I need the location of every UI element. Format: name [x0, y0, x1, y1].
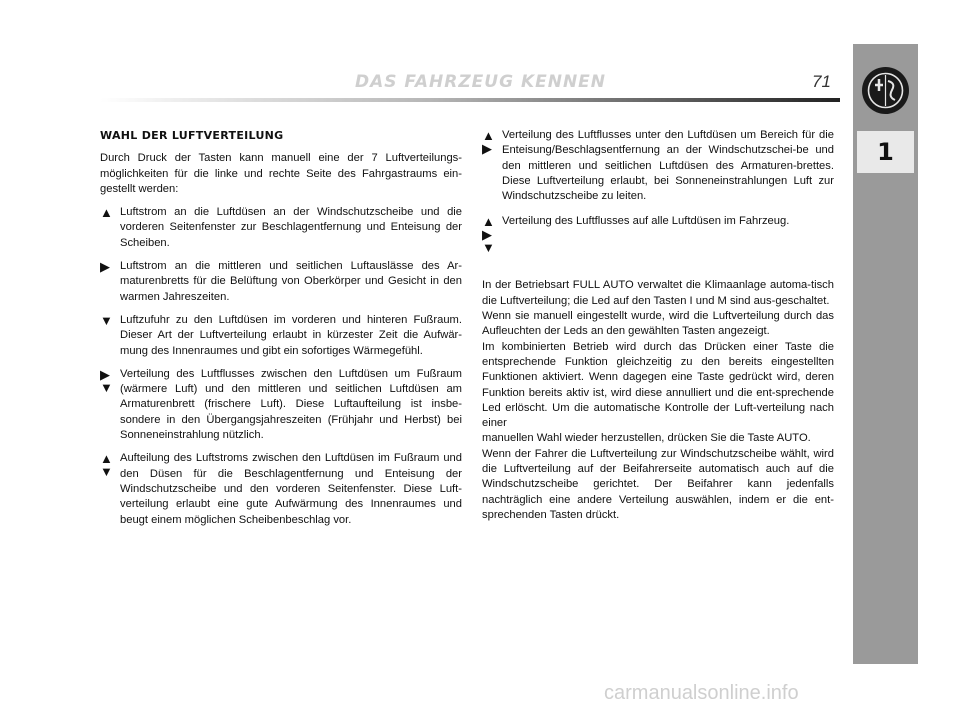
list-item-text: Luftstrom an die Luftdüsen an der Windschutzscheibe und die vorderen Seitenfenster zur Beschlagentfernung und Enteisung der Scheiben. — [120, 206, 462, 249]
list-item-text: Luftstrom an die mittleren und seitlichen Luftauslässe des Ar-maturenbretts für die Belüftung von Oberkörper und Gesicht in den warmen Jahreszeiten. — [120, 260, 462, 303]
page-number: 71 — [812, 72, 831, 91]
paragraph: Wenn sie manuell eingestellt wurde, wird die Luftverteilung durch das Aufleuchten der Leds an den gewählten Tasten angezeigt. — [482, 310, 834, 338]
arrow-down-icon: ▼ — [482, 240, 495, 256]
list-item-text: Luftzufuhr zu den Luftdüsen im vorderen und hinteren Fußraum. Dieser Art der Luftverteilung erlaubt in kürzester Zeit die Aufwär-mung des Innenraumes und gibt ein sofortiges Wärmegefühl. — [120, 313, 462, 357]
left-column — [100, 128, 462, 528]
arrow-down-icon: ▼ — [100, 312, 113, 328]
list-item-text: Verteilung des Luftflusses auf alle Luftdüsen im Fahrzeug. — [502, 215, 790, 228]
list-item-text: Verteilung des Luftflusses zwischen den Luftdüsen um Fußraum (wärmere Luft) und den mittleren und seitlichen Luftdüsen am Armaturenbrett (frischere Luft). Diese Luftaufteilung ist insbe-sondere in den Übergangsjahreszeiten (Frühjahr und Herbst) bei Sonneneinstrahlung nützlich. — [120, 367, 462, 442]
intro-paragraph: Durch Druck der Tasten kann manuell eine der 7 Luftverteilungs-möglichkeiten für die linke und rechte Seite des Fahrgastraums ein-gestellt werden: — [100, 152, 462, 195]
chapter-number: 1 — [857, 131, 914, 173]
paragraph: Wenn der Fahrer die Luftverteilung zur Windschutzscheibe wählt, wird die Luftverteilung auf der Beifahrerseite automatisch auch auf die Windschutzscheibe gerichtet. Der Beifahrer kann jedenfalls nachträglich eine andere Verteilung auswählen, indem er die ent-sprechenden Tasten drückt. — [482, 447, 834, 521]
list-item — [100, 313, 462, 359]
arrow-up-icon: ▲ — [100, 205, 113, 221]
list-item-text: Verteilung des Luftflusses unter den Luftdüsen um Bereich für die Enteisung/Beschlagsentfernung an der Windschutzschei-be und den mittleren und seitlichen Luftdüsen des Armaturen-brettes. Diese Luftverteilung erlaubt, bei Sonneneinstrahlungen Luft zur Windschutzscheibe zu leiten. — [502, 129, 834, 203]
header-rule — [100, 98, 840, 102]
list-item — [100, 259, 462, 305]
list-item — [100, 205, 462, 251]
alfa-romeo-logo-icon — [862, 67, 909, 114]
arrow-right-icon: ▶ — [100, 366, 110, 382]
list-item — [100, 367, 462, 443]
paragraph: manuellen Wahl wieder herzustellen, drücken Sie die Taste AUTO. — [482, 432, 811, 445]
arrow-up-icon: ▲ — [100, 451, 113, 467]
paragraph: In der Betriebsart FULL AUTO verwaltet die Klimaanlage automa-tisch die Luftverteilung; die Led auf den Tasten I und M sind aus-geschaltet. — [482, 279, 834, 307]
paragraph: Im kombinierten Betrieb wird durch das Drücken einer Taste die entsprechende Funktion gleichzeitig zu den bereits eingestellten Funktionen aktiviert. Wenn dagegen eine Taste gedrückt wird, deren Funktion bereits aktiv ist, wird diese annulliert und die ent-sprechende Led erlöscht. Um die automatische Kontrolle der Luft-verteilung nach einer — [482, 340, 834, 430]
list-item — [482, 128, 834, 204]
arrow-right-icon: ▶ — [482, 227, 492, 243]
arrow-right-icon: ▶ — [482, 141, 492, 156]
arrow-down-icon: ▼ — [100, 379, 113, 395]
arrow-down-icon: ▼ — [100, 464, 113, 480]
section-title: DAS FAHRZEUG KENNEN — [355, 72, 607, 92]
list-item — [482, 214, 834, 254]
arrow-up-icon: ▲ — [482, 214, 495, 230]
right-column — [482, 128, 834, 523]
arrow-up-icon: ▲ — [482, 128, 495, 143]
list-item — [100, 451, 462, 527]
list-item-text: Aufteilung des Luftstroms zwischen den Luftdüsen im Fußraum und den Düsen für die Beschlagentfernung und Enteisung der Windschutzscheibe und den vorderen Seitenfenster. Diese Luft-verteilung erlaubt eine gute Aufwärmung des Innenraumes und beugt einem möglichen Scheibenbeschlag vor. — [120, 452, 462, 526]
watermark: carmanualsonline.info — [604, 682, 799, 704]
arrow-right-icon: ▶ — [100, 259, 110, 275]
section-heading: WAHL DER LUFTVERTEILUNG — [100, 129, 284, 142]
